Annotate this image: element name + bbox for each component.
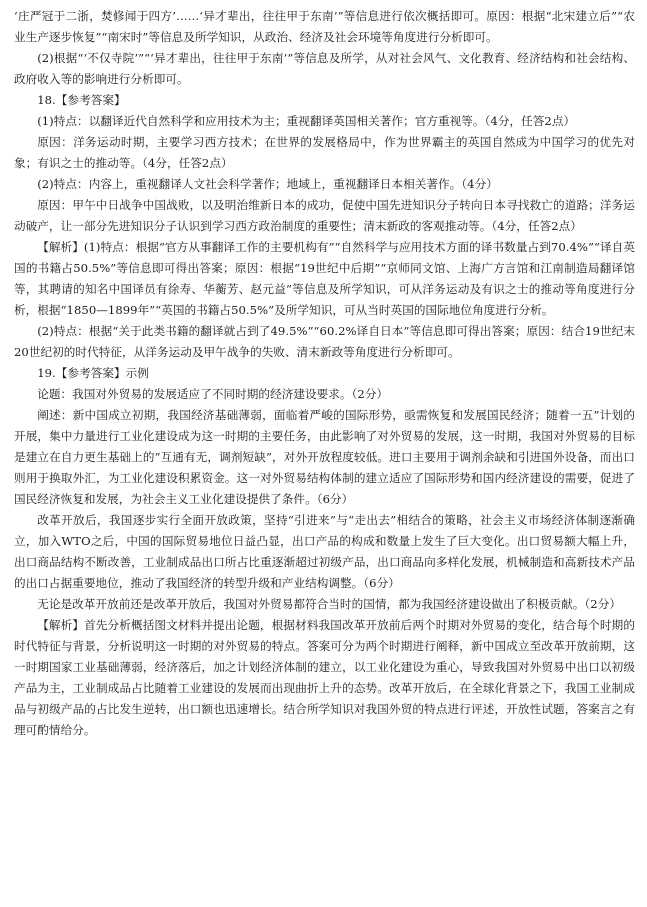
paragraph-2: (2)根据“‘不仅寺院’”“‘异才辈出，往往甲于东南’”等信息及所学，从对社会风气、文化教育、经济结构和社会结构、政府收入等的影响进行分析即可。 (14, 51, 635, 86)
paragraph-3: 18.【参考答案】 (37, 93, 126, 107)
paragraph-14: 无论是改革开放前还是改革开放后，我国对外贸易都符合当时的国情，都为我国经济建设做出了积极贡献。（2分） (37, 597, 622, 611)
paragraph-6: (2)特点：内容上，重视翻译人文社会科学著作；地域上，重视翻译日本相关著作。（4分） (37, 177, 498, 191)
paragraph-10: 19.【参考答案】示例 (37, 366, 149, 380)
paragraph-13: 改革开放后，我国逐步实行全面开放政策，坚持“引进来”与“走出去”相结合的策略，社会主义市场经济体制逐渐确立，加入WTO之后，中国的国际贸易地位日益凸显，出口产品的构成和数量上发生了巨大变化。出口贸易额大幅上升，出口商品结构不断改善，工业制成品出口所占比重逐渐超过初级产品，出口商品向多样化发展，机械制造和高新技术产品的出口占据重要地位，推动了我国经济的转型升级和产业结构调整。（6分） (14, 513, 635, 590)
paragraph-12: 阐述：新中国成立初期，我国经济基础薄弱，面临着严峻的国际形势，亟需恢复和发展国民经济；随着一五”计划的开展，集中力量进行工业化建设成为这一时期的主要任务，由此影响了对外贸易的发展，这一时期，我国对外贸易的目标是建立在自力更生基础上的“互通有无，调剂短缺”，对外开放程度较低。进口主要用于调剂余缺和引进国外设备，而出口则用于换取外汇，为工业化建设积累资金。这一对外贸易结构体制的建立适应了国际形势和国内经济建设的需要，促进了国民经济恢复和发展，为社会主义工业化建设提供了条件。（6分） (14, 408, 635, 506)
paragraph-7: 原因：甲午中日战争中国战败，以及明治维新日本的成功，促使中国先进知识分子转向日本寻找救亡的道路；洋务运动破产，让一部分先进知识分子认识到学习西方政治制度的重要性；清末新政的客观推动等。（4分，任答2点） (14, 198, 635, 233)
paragraph-11: 论题：我国对外贸易的发展适应了不同时期的经济建设要求。（2分） (37, 387, 389, 401)
paragraph-5: 原因：洋务运动时期，主要学习西方技术；在世界的发展格局中，作为世界霸主的英国自然成为中国学习的优先对象；有识之士的推动等。（4分，任答2点） (14, 135, 635, 170)
paragraph-1: ‘庄严冠于二浙，焚修闻于四方’……‘异才辈出，往往甲于东南’”等信息进行依次概括即可。原因：根据“北宋建立后”“农业生产逐步恢复”“南宋时”等信息及所学知识，从政治、经济及社会环境等角度进行分析即可。 (14, 9, 635, 44)
paragraph-15: 【解析】首先分析概括图文材料并提出论题，根据材料我国改革开放前后两个时期对外贸易的变化，结合每个时期的时代特征与背景，分析说明这一时期的对外贸易的特点。答案可分为两个时期进行阐释，新中国成立至改革开放前期，这一时期国家工业基础薄弱，经济落后，加之计划经济体制的建立，以工业化建设为重心，导致我国对外贸易中出口以初级产品为主，工业制成品占比随着工业建设的发展而出现曲折上升的态势。改革开放后，在全球化背景之下，我国工业制成品与初级产品的占比发生逆转，出口额也迅速增长。结合所学知识对我国外贸的特点进行评述，开放性试题，答案言之有理可酌情给分。 (14, 618, 635, 737)
paragraph-8: 【解析】(1)特点：根据“官方从事翻译工作的主要机构有”“自然科学与应用技术方面的译书数量占到70.4%”“译自英国的书籍占50.5%”等信息即可得出答案；原因：根据“19世纪中后期”“京师同文馆、上海广方言馆和江南制造局翻译馆等，其聘请的知名中国译员有徐寿、华蘅芳、赵元益”等信息及所学知识，可从洋务运动及有识之士的推动等角度进行分析，根据“1850—1899年”“英国的书籍占50.5%”及所学知识，可从当时英国的国际地位角度进行分析。 (14, 240, 635, 317)
paragraph-4: (1)特点：以翻译近代自然科学和应用技术为主；重视翻译英国相关著作；官方重视等。（4分，任答2点） (37, 114, 576, 128)
paragraph-9: (2)特点：根据“关于此类书籍的翻译就占到了49.5%”“60.2%译自日本”等信息即可得出答案；原因：结合19世纪末20世纪初的时代特征，从洋务运动及甲午战争的失败、清末新政等角度进行分析即可。 (14, 324, 635, 359)
